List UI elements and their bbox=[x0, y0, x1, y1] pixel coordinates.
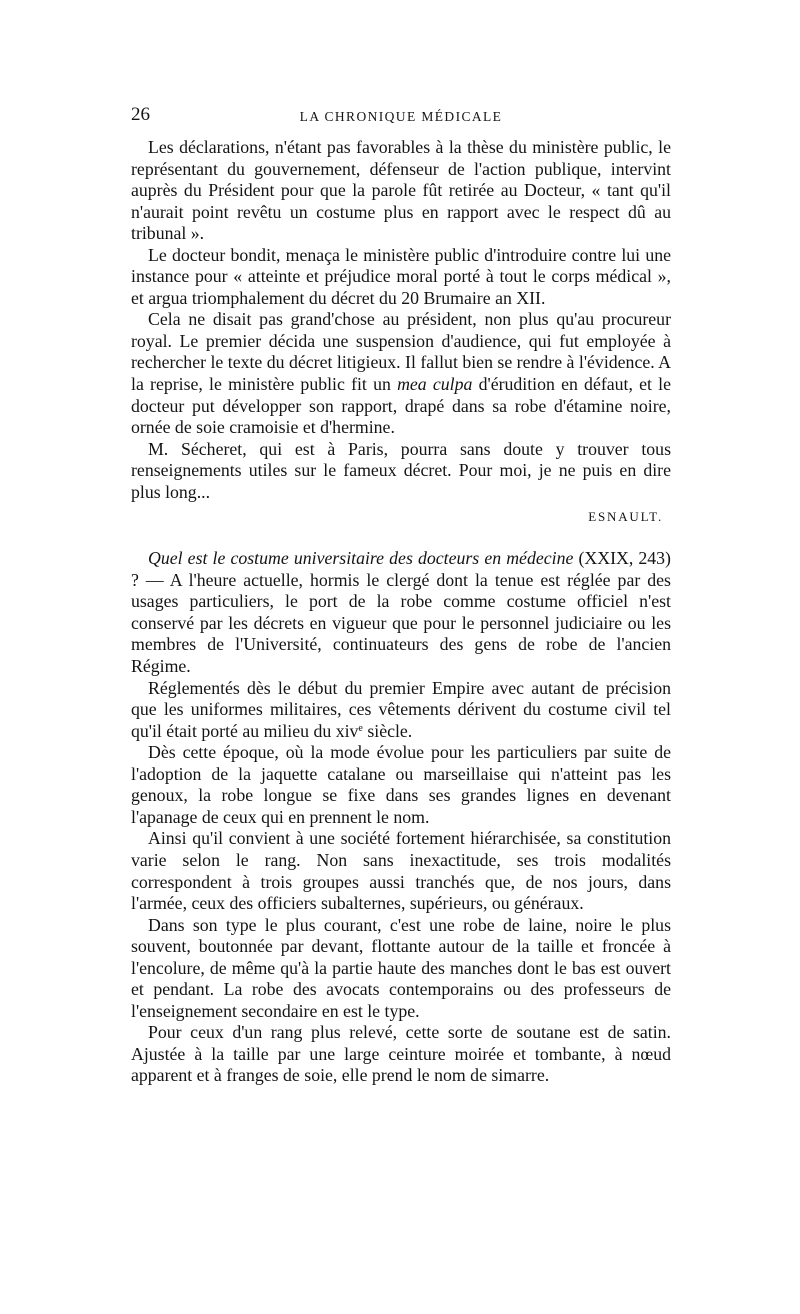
century-small-caps: xiv bbox=[335, 720, 359, 741]
italic-phrase: mea culpa bbox=[397, 374, 473, 395]
paragraph: Dès cette époque, où la mode évolue pour les particuliers par suite de l'adoption de la jaquette catalane ou marseillaise qui n'atteint pas les genoux, la robe longue se fixe dans ses grandes lignes en devenant l'apanage de ceux qui en prennent le nom. bbox=[131, 742, 671, 827]
paragraph-text: Réglementés dès le début du premier Empire avec autant de précision que les uniformes militaires, ces vêtements dérivent du costume civil tel qu'il était porté au milieu du bbox=[131, 677, 671, 741]
question-answer: — A l'heure actuelle, hormis le clergé dont la tenue est réglée par des usages particuliers, le port de la robe comme costume officiel n'est conservé par les décrets en vigueur que pour le personnel judiciaire ou les membres de l'Université, continuateurs des gens de robe de l'ancien Régime. bbox=[131, 569, 671, 677]
paragraph bbox=[131, 678, 671, 743]
paragraph: M. Sécheret, qui est à Paris, pourra sans doute y trouver tous renseignements utiles sur le fameux décret. Pour moi, je ne puis en dire plus long... bbox=[131, 438, 671, 502]
question-reference: (XXIX, 243) ? bbox=[131, 548, 671, 590]
paragraph: Ainsi qu'il convient à une société fortement hiérarchisée, sa constitution varie selon le rang. Non sans inexactitude, ses trois modalités correspondent à trois groupes aussi tranchés que, de nos jours, dans l'armée, ceux des officiers subalternes, supérieurs, ou généraux. bbox=[131, 828, 671, 914]
paragraph-text: d'érudition en défaut, et le docteur put développer son rapport, drapé dans sa robe d'étamine noire, ornée de soie cramoisie et d'hermine. bbox=[131, 374, 671, 438]
paragraph-text: siècle. bbox=[367, 720, 413, 741]
paragraph: Pour ceux d'un rang plus relevé, cette sorte de soutane est de satin. Ajustée à la taille par une large ceinture moirée et tombante, à nœud apparent et à franges de soie, elle prend le nom de simarre. bbox=[131, 1022, 671, 1086]
question-title: Quel est le costume universitaire des docteurs en médecine bbox=[148, 548, 574, 569]
running-title: LA CHRONIQUE MÉDICALE bbox=[299, 109, 503, 124]
running-head bbox=[131, 100, 671, 130]
paragraph bbox=[131, 309, 671, 438]
paragraph-text: Cela ne disait pas grand'chose au président, non plus qu'au procureur royal. Le premier décida une suspension d'audience, qui fut employée à rechercher le texte du décret litigieux. Il fallut bien se rendre à l'évidence. A la reprise, le ministère public fit un bbox=[131, 309, 671, 395]
paragraph: Dans son type le plus courant, c'est une robe de laine, noire le plus souvent, boutonnée par devant, flottante autour de la taille et froncée à l'encolure, de même qu'à la partie haute des manches dont le bas est ouvert et pendant. La robe des avocats contemporains ou des professeurs de l'enseignement secondaire en est le type. bbox=[131, 914, 671, 1021]
century-numeral bbox=[336, 721, 363, 741]
article-body bbox=[131, 137, 671, 1087]
document-page bbox=[131, 100, 671, 1087]
author-signature: ESNAULT. bbox=[588, 509, 663, 525]
question-paragraph bbox=[131, 548, 671, 677]
paragraph: Les déclarations, n'étant pas favorables à la thèse du ministère public, le représentant du gouvernement, défenseur de l'action publique, intervint auprès du Président pour que la parole fût retirée au Docteur, « tant qu'il n'aurait point revêtu un costume plus en rapport avec le respect dû au tribunal ». bbox=[131, 137, 671, 244]
paragraph: Le docteur bondit, menaça le ministère public d'introduire contre lui une instance pour « atteinte et préjudice moral porté à tout le corps médical », et argua triomphalement du décret du 20 Brumaire an XII. bbox=[131, 244, 671, 308]
century-superscript: e bbox=[358, 722, 363, 734]
page-number: 26 bbox=[131, 104, 150, 125]
